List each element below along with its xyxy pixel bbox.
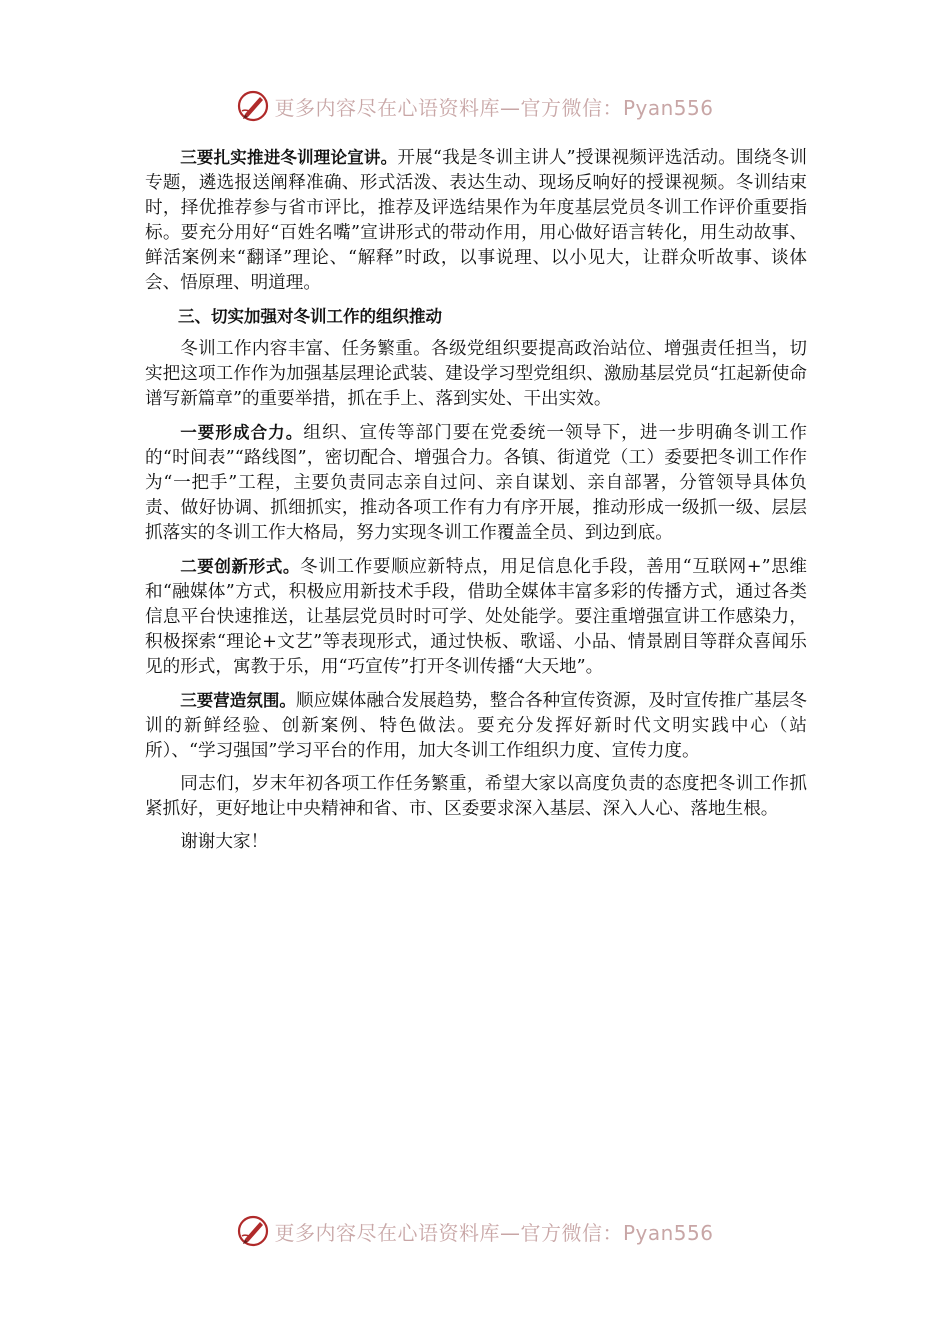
pen-seal-icon	[236, 1214, 270, 1248]
pen-seal-icon	[236, 89, 270, 123]
paragraph-innovation	[145, 554, 807, 680]
section-heading: 三、切实加强对冬训工作的组织推动	[178, 307, 442, 326]
paragraph-text: 同志们，岁末年初各项工作任务繁重，希望大家以高度负责的态度把冬训工作抓紧抓好，更好地让中央精神和省、市、区委要求深入基层、深入人心、落地生根。	[145, 774, 807, 819]
paragraph-lead: 一要形成合力。	[180, 423, 304, 442]
watermark-text: 更多内容尽在心语资料库—官方微信：Pyan556	[274, 1220, 714, 1245]
paragraph-lead: 三要扎实推进冬训理论宣讲。	[180, 148, 398, 167]
paragraph-theory-lecture	[145, 145, 807, 296]
header-watermark-banner	[0, 86, 950, 126]
paragraph-intro	[145, 337, 807, 412]
paragraph-lead: 二要创新形式。	[180, 557, 301, 576]
paragraph-thanks	[145, 830, 807, 855]
paragraph-text: 冬训工作要顺应新特点，用足信息化手段，善用“互联网+”思维和“融媒体”方式，积极应用新技术手段，借助全媒体丰富多彩的传播方式，通过各类信息平台快速推送，让基层党员时时可学、处处能学。要注重增强宣讲工作感染力，积极探索“理论+文艺”等表现形式，通过快板、歌谣、小品、情景剧目等群众喜闻乐见的形式，寓教于乐，用“巧宣传”打开冬训传播“大天地”。	[145, 557, 808, 677]
paragraph-text: 组织、宣传等部门要在党委统一领导下，进一步明确冬训工作的“时间表”“路线图”，密切配合、增强合力。各镇、街道党（工）委要把冬训工作作为“一把手”工程，主要负责同志亲自过问、亲自谋划、亲自部署，分管领导具体负责、做好协调、抓细抓实，推动各项工作有力有序开展，推动形成一级抓一级、层层抓落实的冬训工作大格局，努力实现冬训工作覆盖全员、到边到底。	[145, 423, 807, 543]
watermark-text: 更多内容尽在心语资料库—官方微信：Pyan556	[274, 95, 714, 120]
paragraph-closing	[145, 772, 807, 822]
document-body	[145, 145, 807, 863]
paragraph-text: 开展“我是冬训主讲人”授课视频评选活动。围绕冬训专题，遴选报送阐释准确、形式活泼、表达生动、现场反响好的授课视频。冬训结束时，择优推荐参与省市评比，推荐及评选结果作为年度基层党员冬训工作评价重要指标。要充分用好“百姓名嘴”宣讲形式的带动作用，用心做好语言转化，用生动故事、鲜活案例来“翻译”理论、“解释”时政，以事说理、以小见大，让群众听故事、谈体会、悟原理、明道理。	[145, 148, 807, 293]
paragraph-lead: 三要营造氛围。	[180, 691, 296, 710]
paragraph-text: 谢谢大家！	[180, 832, 269, 852]
paragraph-synergy	[145, 420, 807, 546]
paragraph-atmosphere	[145, 688, 807, 764]
footer-watermark-banner	[0, 1211, 950, 1251]
paragraph-text: 冬训工作内容丰富、任务繁重。各级党组织要提高政治站位、增强责任担当，切实把这项工作作为加强基层理论武装、建设学习型党组织、激励基层党员“扛起新使命 谱写新篇章”的重要举措，抓在手上、落到实处、干出实效。	[145, 339, 807, 409]
paragraph-text: 顺应媒体融合发展趋势，整合各种宣传资源，及时宣传推广基层冬训的新鲜经验、创新案例、特色做法。要充分发挥好新时代文明实践中心（站所）、“学习强国”学习平台的作用，加大冬训工作组织力度、宣传力度。	[145, 691, 807, 761]
